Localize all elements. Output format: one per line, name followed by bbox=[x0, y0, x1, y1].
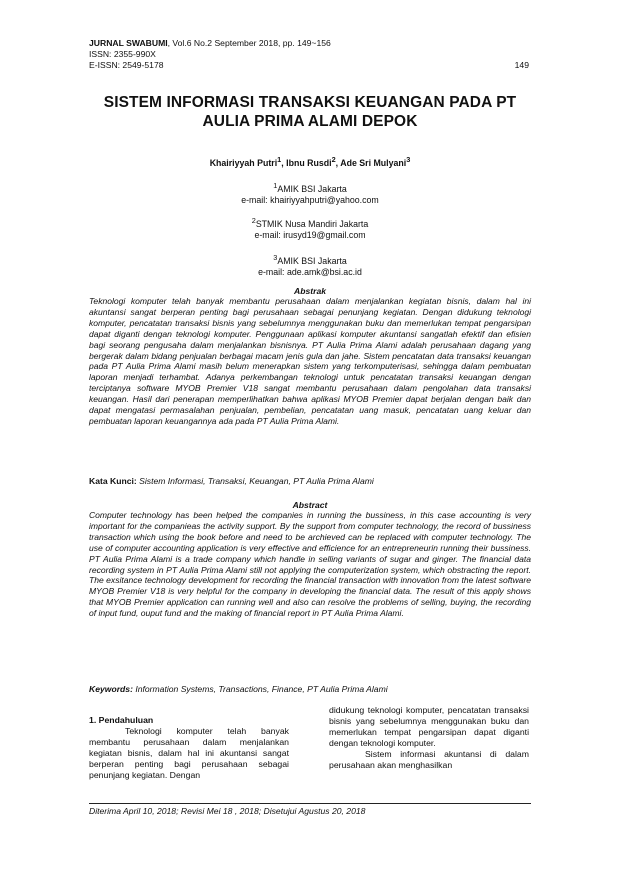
author-1: Khairiyyah Putri bbox=[209, 157, 278, 168]
author-2: Ibnu Rusdi bbox=[286, 157, 332, 168]
author-2-sup: 2 bbox=[331, 155, 336, 164]
journal-volume: , Vol.6 No.2 September 2018, pp. 149~156 bbox=[167, 38, 331, 48]
keywords-text: Information Systems, Transactions, Finance, PT Aulia Prima Alami bbox=[132, 684, 388, 694]
affiliation-email: e-mail: irusyd19@gmail.com bbox=[254, 230, 366, 241]
body-column-left bbox=[89, 715, 289, 781]
affiliation-2 bbox=[90, 215, 530, 242]
journal-name: JURNAL SWABUMI bbox=[89, 38, 168, 48]
affiliation-sup: 1 bbox=[273, 181, 278, 190]
abstract-text: Computer technology has been helped the companies in running the bussiness, in this case accounting is very important for the companieas the activity support. By the support from computer technology, the record of bussiness transaction which using the book before and need to be archieved can be replaced with computer technology. The use of computer accounting application is very effective and efficience for an entrepreneurin running their bussiness. PT Aulia Prima Alami is a trade company which handle in selling variants of sugar and ginger. The financial data recording system in PT Aulia Prima Alami still not applying the computerization system, which obstracting the report. The exsitance technology development for recording the financial transaction with innovation from the latest software MYOB Premier V18 is very helpful for the company in developing the financial data. The result of this apply shows that MYOB Premier application can running well and also can resolve the problems of selling, buying, the recording of input fund, ouput fund and the making of financial report in PT Aulia Prima Alami. bbox=[89, 510, 531, 619]
kata-kunci bbox=[89, 476, 531, 487]
affiliation-3 bbox=[90, 252, 530, 279]
abstract-heading: Abstract bbox=[292, 500, 328, 510]
affiliation-institution: STMIK Nusa Mandiri Jakarta bbox=[255, 218, 369, 229]
affiliation-sup: 2 bbox=[251, 216, 256, 225]
footer-rule bbox=[89, 803, 531, 804]
affiliation-institution: AMIK BSI Jakarta bbox=[277, 255, 347, 266]
abstrak-text: Teknologi komputer telah banyak membantu perusahaan dalam menjalankan kegiatan bisnis, dalam hal ini akuntansi sangat berperan penting bagi perusahaan sebagai penunjang kegiatan. Dengan didukung teknologi komputer, pencatatan transaksi bisnis yang sebelumnya menggunakan buku dan memerlukan tempat pengarsipan dapat diganti dengan teknologi komputer. Penggunaan aplikasi komputer akuntansi sangatlah efektif dan efisien bagi seorang pengusaha dalam menjalankan bisnisnya. PT Aulia Prima Alami adalah perusahaan dagang yang bergerak dalam bidang penjualan berbagai macam jenis gula dan jahe. Sistem pencatatan data transaksi keuangan pada PT Aulia Prima Alami masih belum menerapkan sistem yang terkomputerisasi, sehingga dalam pembuatan laporan menjadi terhambat. Adanya perkembangan teknologi untuk pencatatan transaksi keuangan dengan terciptanya software MYOB Premier V18 sangat membantu perusahaan dalam pengolahan data transaksi keuangan. Hasil dari penerapan memperlihatkan bahwa aplikasi MYOB Premier dapat berjalan dengan baik dan dapat mengatasi permasalahan penjualan, pembelian, pencatatan uang masuk, pencatatan uang keluar dan pembuatan laporan keuangannya ada pada PT Aulia Prima Alami. bbox=[89, 296, 531, 426]
author-3: Ade Sri Mulyani bbox=[340, 157, 407, 168]
affiliation-institution: AMIK BSI Jakarta bbox=[277, 183, 347, 194]
affiliation-email: e-mail: khairiyyahputri@yahoo.com bbox=[241, 195, 379, 206]
affiliation-email: e-mail: ade.amk@bsi.ac.id bbox=[258, 267, 362, 278]
keywords-label: Keywords: bbox=[89, 684, 133, 694]
paper-title bbox=[70, 93, 550, 131]
submission-dates: Diterima April 10, 2018; Revisi Mei 18 , 2018; Disetujui Agustus 20, 2018 bbox=[89, 806, 366, 816]
eissn: E-ISSN: 2549-5178 bbox=[89, 60, 164, 70]
author-list: Khairiyyah Putri$^1$, Ibnu Rusdi$^2$, Ade Sri Mulyani$^3$ bbox=[209, 155, 411, 168]
intro-paragraph: Teknologi komputer telah banyak membantu perusahaan dalam menjalankan kegiatan bisnis, dalam hal ini akuntansi sangat berperan penting bagi perusahaan sebagai penunjang kegiatan. Dengan bbox=[89, 726, 289, 780]
abstrak-heading: Abstrak bbox=[294, 286, 326, 296]
page-number: 149 bbox=[514, 60, 529, 70]
author-1-sup: 1 bbox=[277, 155, 282, 164]
running-header bbox=[89, 38, 529, 71]
intro-paragraph-2: Sistem informasi akuntansi di dalam perusahaan akan menghasilkan bbox=[329, 749, 529, 770]
author-3-sup: 3 bbox=[406, 155, 411, 164]
keywords bbox=[89, 684, 531, 695]
intro-paragraph-continued: didukung teknologi komputer, pencatatan transaksi bisnis yang sebelumnya menggunakan buku dan memerlukan tempat pengarsipan dapat diganti dengan teknologi komputer. bbox=[329, 705, 529, 748]
issn: ISSN: 2355-990X bbox=[89, 49, 156, 59]
title-line-2: AULIA PRIMA ALAMI DEPOK bbox=[202, 113, 418, 130]
affiliation-1 bbox=[90, 180, 530, 207]
kata-kunci-text: Sistem Informasi, Transaksi, Keuangan, PT Aulia Prima Alami bbox=[136, 476, 374, 486]
kata-kunci-label: Kata Kunci: bbox=[89, 476, 137, 486]
body-column-right bbox=[329, 705, 529, 771]
section-heading: 1. Pendahuluan bbox=[89, 715, 154, 725]
title-line-1: SISTEM INFORMASI TRANSAKSI KEUANGAN PADA PT bbox=[103, 94, 517, 111]
affiliation-sup: 3 bbox=[273, 253, 278, 262]
journal-citation bbox=[89, 38, 529, 49]
